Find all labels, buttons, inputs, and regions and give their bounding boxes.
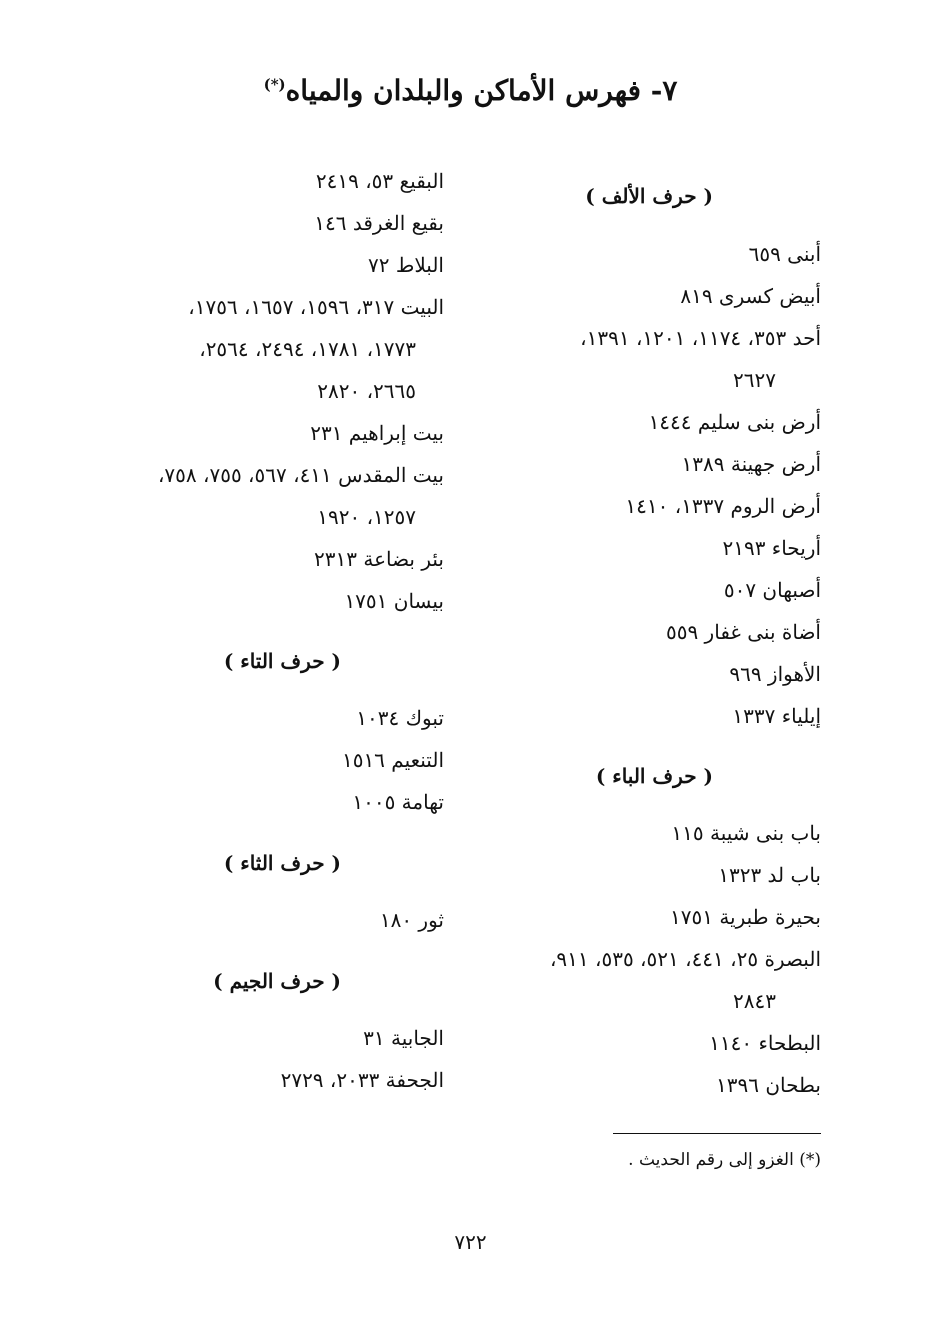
index-entry: بيت إبراهيم ٢٣١ xyxy=(310,421,444,445)
index-entry-continuation: ٢٨٤٣ xyxy=(733,989,776,1013)
index-entry: البقيع ٥٣، ٢٤١٩ xyxy=(315,169,444,193)
index-entry: الجابية ٣١ xyxy=(363,1026,444,1050)
index-entry-continuation: ١٢٥٧، ١٩٢٠ xyxy=(317,505,416,529)
index-entry: بئر بضاعة ٢٣١٣ xyxy=(314,547,444,571)
index-entry: بقيع الغرقد ١٤٦ xyxy=(314,211,444,235)
index-entry: بطحان ١٣٩٦ xyxy=(716,1073,821,1097)
index-entry: باب بنى شيبة ١١٥ xyxy=(671,821,821,845)
index-entry: البطحاء ١١٤٠ xyxy=(709,1031,821,1055)
section-heading-ta: ( حرف التاء ) xyxy=(223,649,341,673)
index-entry: أصبهان ٥٠٧ xyxy=(723,578,821,602)
section-heading-jim: ( حرف الجيم ) xyxy=(213,969,341,993)
footnote-marker: (*) xyxy=(263,75,286,94)
index-entry: البلاط ٧٢ xyxy=(368,253,444,277)
index-entry: أرض الروم ١٣٣٧، ١٤١٠ xyxy=(625,494,821,518)
index-entry: بيت المقدس ٤١١، ٥٦٧، ٧٥٥، ٧٥٨، xyxy=(157,463,444,487)
index-entry: أضاة بنى غفار ٥٥٩ xyxy=(665,620,821,644)
page-number: ٧٢٢ xyxy=(454,1230,487,1254)
index-entry: تبوك ١٠٣٤ xyxy=(356,706,444,730)
index-entry: البصرة ٢٥، ٤٤١، ٥٢١، ٥٣٥، ٩١١، xyxy=(549,947,821,971)
index-entry: تهامة ١٠٠٥ xyxy=(352,790,444,814)
page-title: ٧- فهرس الأماكن والبلدان والمياه(*) xyxy=(263,74,678,107)
index-entry: ثور ١٨٠ xyxy=(379,908,444,932)
index-entry: أبنى ٦٥٩ xyxy=(748,242,821,266)
index-entry: إيلياء ١٣٣٧ xyxy=(732,704,821,728)
index-entry: البيت ٣١٧، ١٥٩٦، ١٦٥٧، ١٧٥٦، xyxy=(188,295,444,319)
footnote: (*) الغزو إلى رقم الحديث . xyxy=(628,1150,821,1170)
index-entry: الأهواز ٩٦٩ xyxy=(729,662,821,686)
index-entry: التنعيم ١٥١٦ xyxy=(341,748,444,772)
index-entry-continuation: ١٧٧٣، ١٧٨١، ٢٤٩٤، ٢٥٦٤، xyxy=(199,337,416,361)
index-entry-continuation: ٢٦٢٧ xyxy=(733,368,776,392)
index-entry: أريحاء ٢١٩٣ xyxy=(722,536,821,560)
index-entry: أحد ٣٥٣، ١١٧٤، ١٢٠١، ١٣٩١، xyxy=(580,326,821,350)
footnote-divider xyxy=(613,1133,821,1134)
index-entry: أرض جهينة ١٣٨٩ xyxy=(681,452,821,476)
index-entry: باب لد ١٣٢٣ xyxy=(718,863,821,887)
section-heading-ba: ( حرف الباء ) xyxy=(595,764,713,788)
index-entry: أبيض كسرى ٨١٩ xyxy=(680,284,821,308)
index-entry-continuation: ٢٦٦٥، ٢٨٢٠ xyxy=(317,379,416,403)
index-entry: أرض بنى سليم ١٤٤٤ xyxy=(648,410,821,434)
section-heading-alif: ( حرف الألف ) xyxy=(585,184,713,208)
index-entry: بيسان ١٧٥١ xyxy=(344,589,444,613)
section-heading-tha: ( حرف الثاء ) xyxy=(223,851,341,875)
index-entry: الجحفة ٢٠٣٣، ٢٧٢٩ xyxy=(280,1068,444,1092)
index-entry: بحيرة طبرية ١٧٥١ xyxy=(670,905,821,929)
